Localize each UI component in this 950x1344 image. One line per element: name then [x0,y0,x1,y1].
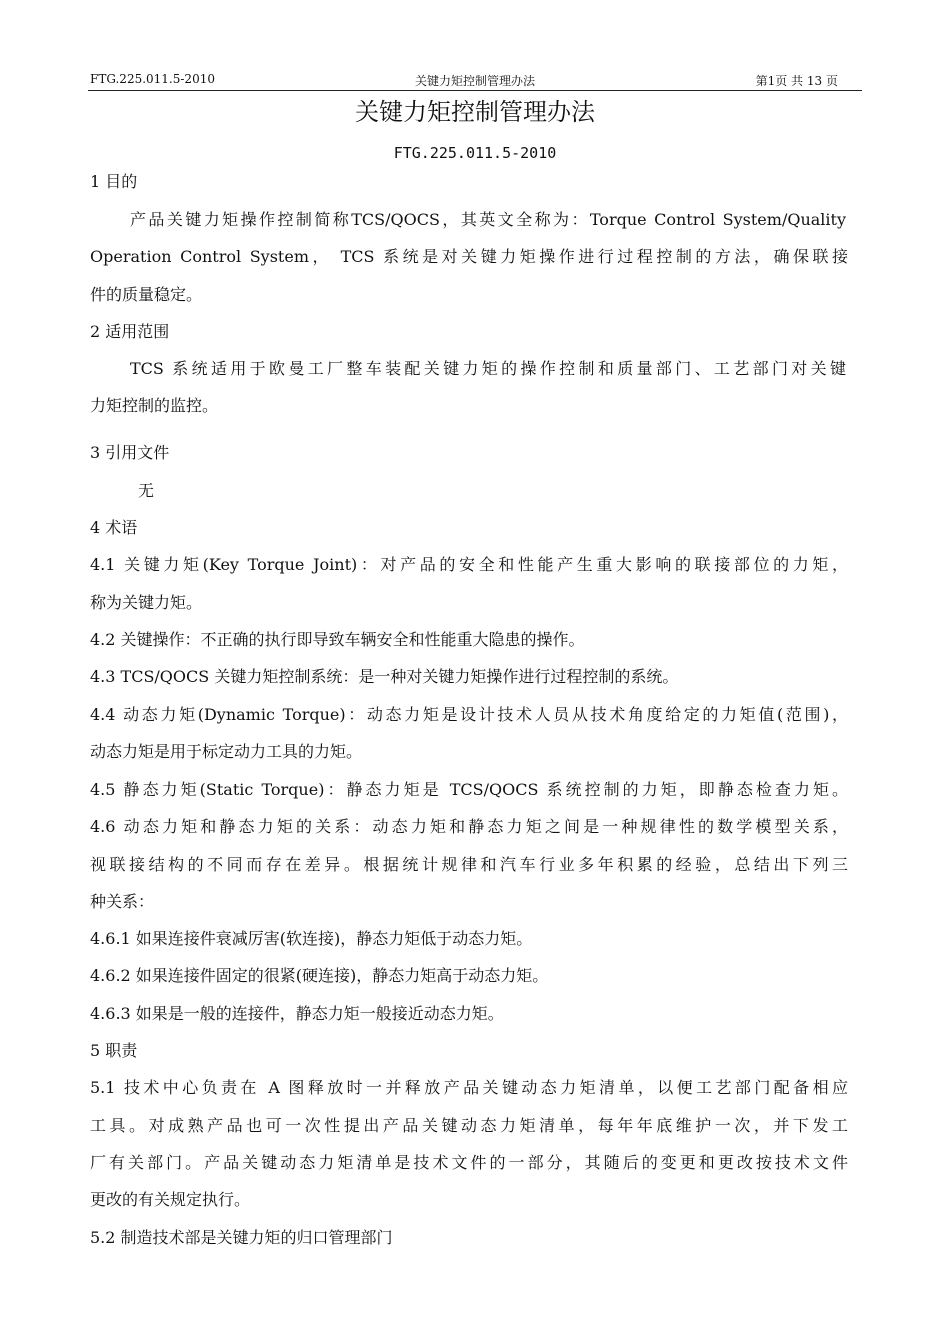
paragraph-line: 力矩控制的监控。 [90,396,219,415]
section-heading-responsibilities: 5 职责 [90,1041,138,1060]
paragraph-line: 视联接结构的不同而存在差异。根据统计规律和汽车行业多年积累的经验，总结出下列三 [90,855,848,874]
paragraph-line: 产品关键力矩操作控制简称TCS/QOCS，其英文全称为：Torque Control System/Quality [130,210,846,229]
paragraph-line: 工具。对成熟产品也可一次性提出产品关键动态力矩清单，每年年底维护一次，并下发工 [90,1116,848,1135]
paragraph-line: 无 [138,481,155,500]
paragraph-line: 4.6.2 如果连接件固定的很紧(硬连接)，静态力矩高于动态力矩。 [90,966,549,985]
paragraph-line: 种关系： [90,892,155,911]
paragraph-line: 4.2 关键操作：不正确的执行即导致车辆安全和性能重大隐患的操作。 [90,630,585,649]
paragraph-line: 5.1 技术中心负责在 A 图释放时一并释放产品关键动态力矩清单，以便工艺部门配备相应 [90,1078,848,1097]
section-heading-references: 3 引用文件 [90,443,170,462]
paragraph-line: 件的质量稳定。 [90,285,203,304]
paragraph-line: 称为关键力矩。 [90,593,203,612]
paragraph-line: 4.6.3 如果是一般的连接件，静态力矩一般接近动态力矩。 [90,1004,504,1023]
page-header [88,70,862,91]
header-doc-title: 关键力矩控制管理办法 [414,74,535,88]
paragraph-line: 4.3 TCS/QOCS 关键力矩控制系统：是一种对关键力矩操作进行过程控制的系统。 [90,667,679,686]
header-doc-code: FTG.225.011.5-2010 [90,72,215,86]
section-heading-purpose: 1 目的 [90,172,138,191]
header-page-number: 第1页 共 13 页 [755,74,838,88]
document-title: 关键力矩控制管理办法 [355,98,595,126]
document-code: FTG.225.011.5-2010 [393,144,557,162]
paragraph-line: 4.6 动态力矩和静态力矩的关系：动态力矩和静态力矩之间是一种规律性的数学模型关系， [90,817,848,836]
paragraph-line: 4.5 静态力矩(Static Torque)：静态力矩是 TCS/QOCS 系统控制的力矩，即静态检查力矩。 [90,780,848,799]
paragraph-line: TCS 系统适用于欧曼工厂整车装配关键力矩的操作控制和质量部门、工艺部门对关键 [130,359,846,378]
paragraph-line: 4.4 动态力矩(Dynamic Torque)：动态力矩是设计技术人员从技术角度给定的力矩值(范围)， [90,705,848,724]
section-heading-terms: 4 术语 [90,518,138,537]
section-heading-scope: 2 适用范围 [90,322,170,341]
paragraph-line: 4.1 关键力矩(Key Torque Joint)：对产品的安全和性能产生重大影响的联接部位的力矩， [90,555,848,574]
paragraph-line: 更改的有关规定执行。 [90,1190,251,1209]
paragraph-line: 5.2 制造技术部是关键力矩的归口管理部门 [90,1228,393,1247]
paragraph-line: 4.6.1 如果连接件衰减厉害(软连接)，静态力矩低于动态力矩。 [90,929,533,948]
paragraph-line: 动态力矩是用于标定动力工具的力矩。 [90,742,363,761]
paragraph-line: Operation Control System， TCS 系统是对关键力矩操作进行过程控制的方法，确保联接 [90,247,848,266]
paragraph-line: 厂有关部门。产品关键动态力矩清单是技术文件的一部分，其随后的变更和更改按技术文件 [90,1153,848,1172]
